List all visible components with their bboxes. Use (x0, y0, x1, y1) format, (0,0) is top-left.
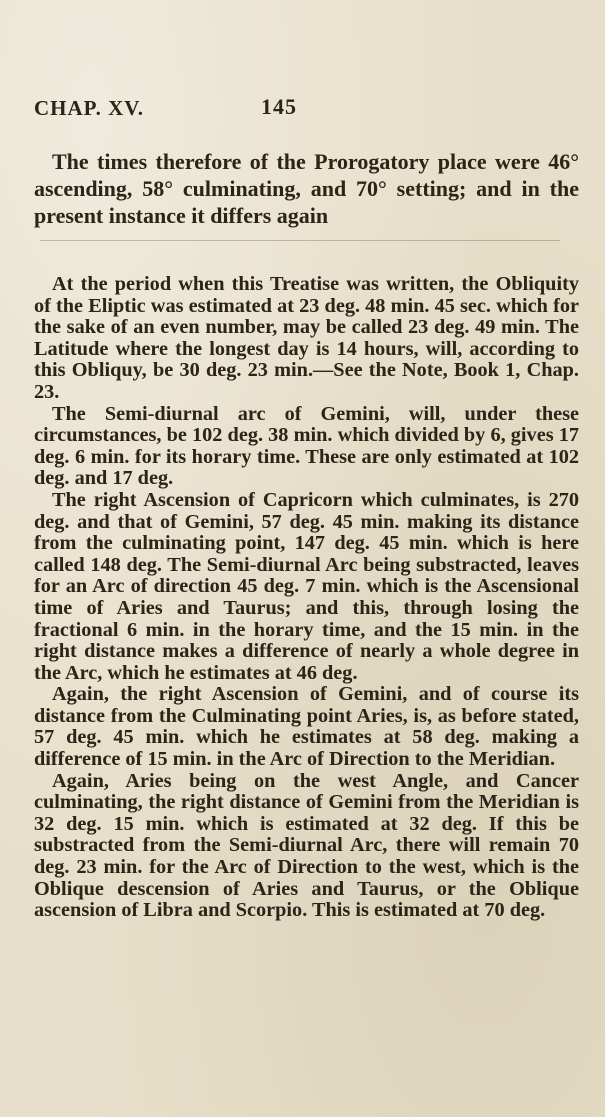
footnote-divider (40, 240, 560, 241)
paragraph-obliquity: At the period when this Treatise was written, the Obliquity of the Eliptic was estimated at 23 deg. 48 min. 45 sec. which for the sake of an even number, may be called 23 deg. 49 min. The Latitude where the longest day is 14 hours, will, according to this Obliquy, be 30 deg. 23 min.—See the Note, Book 1, Chap. 23. (34, 273, 579, 403)
paragraph-right-ascension: The right Ascension of Capricorn which culminates, is 270 deg. and that of Gemini, 57 deg. 45 min. making its distance from the culminating point, 147 deg. 45 min. which is here called 148 deg. The Semi-diurnal Arc being substracted, leaves for an Arc of direction 45 deg. 7 min. which is the Ascensional time of Aries and Taurus; and this, through losing the fractional 6 min. in the horary time, and the 15 min. in the right distance makes a difference of nearly a whole degree in the Arc, which he estimates at 46 deg. (34, 488, 579, 684)
paragraph-again-aries: Again, Aries being on the west Angle, and Cancer culminating, the right distance of Gemini from the Meridian is 32 deg. 15 min. which is estimated at 32 deg. If this be substracted from the Semi-diurnal Arc, there will remain 70 deg. 23 min. for the Arc of Direction to the west, which is the Oblique descension of Aries and Taurus, or the Oblique ascension of Libra and Scorpio. This is estimated at 70 deg. (34, 769, 579, 922)
footnote-text (34, 274, 579, 922)
page-header (34, 96, 574, 126)
paragraph-semi-diurnal: The Semi-diurnal arc of Gemini, will, under these circumstances, be 102 deg. 38 min. which divided by 6, gives 17 deg. 6 min. for its horary time. These are only estimated at 102 deg. and 17 deg. (34, 402, 579, 490)
chapter-heading: CHAP. XV. (34, 96, 144, 120)
paragraph-again-gemini: Again, the right Ascension of Gemini, and of course its distance from the Culminating point Aries, is, as before stated, 57 deg. 45 min. which he estimates at 58 deg. making a difference of 15 min. in the Arc of Direction to the Meridian. (34, 683, 579, 771)
page-number: 145 (261, 94, 297, 119)
paragraph-prorogatory: The times therefore of the Prorogatory place were 46° ascending, 58° culminating, and 70° setting; and in the present instance it differs again (34, 149, 579, 228)
